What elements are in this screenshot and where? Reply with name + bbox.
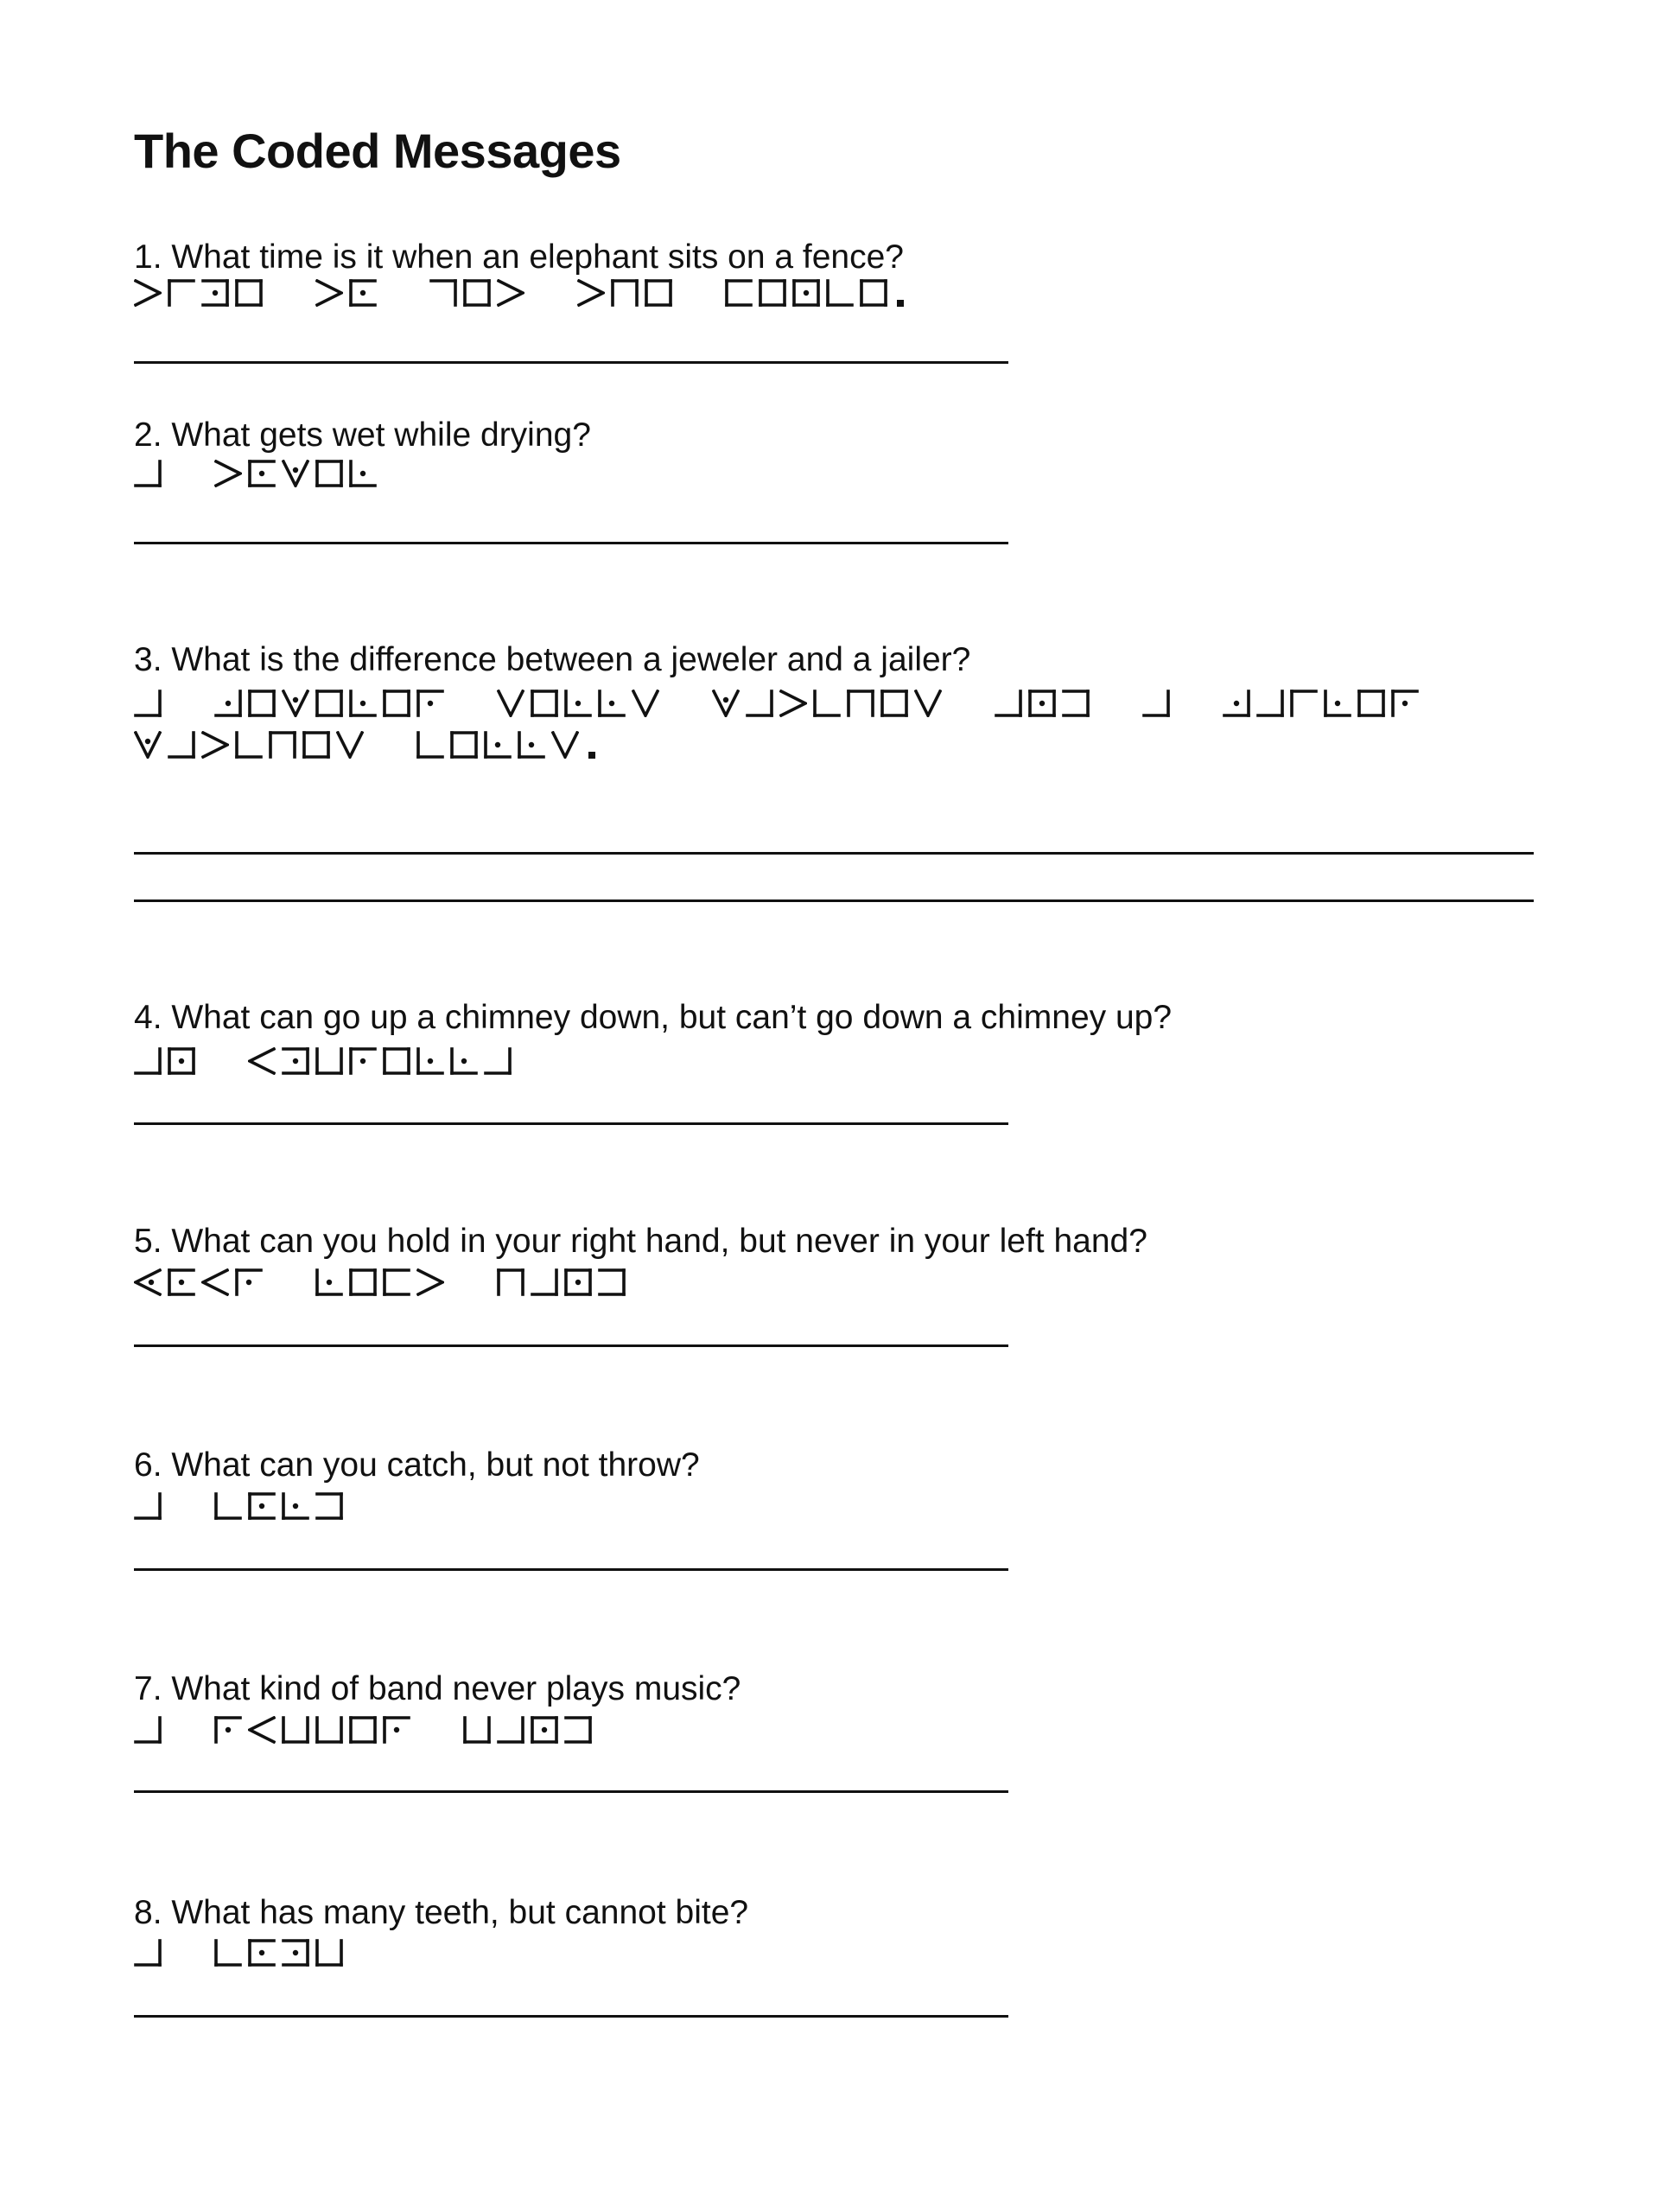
cipher-glyph (201, 1268, 229, 1296)
question-3-answer-line-2[interactable] (134, 899, 1534, 902)
cipher-word (134, 731, 370, 759)
cipher-glyph (531, 690, 558, 717)
cipher-glyph (860, 279, 887, 307)
cipher-glyph (168, 1047, 195, 1075)
question-5-cipher (134, 1268, 632, 1296)
cipher-glyph (463, 1716, 491, 1744)
cipher-glyph (315, 690, 343, 717)
cipher-glyph (349, 1268, 377, 1296)
cipher-glyph (497, 1268, 524, 1296)
cipher-glyph (214, 460, 242, 487)
cipher-glyph (168, 731, 195, 759)
cipher-glyph (429, 279, 457, 307)
cipher-glyph (282, 1492, 309, 1520)
cipher-glyph (248, 1939, 276, 1967)
cipher-glyph (1223, 690, 1250, 717)
question-1-answer-line[interactable] (134, 361, 1008, 364)
question-6-answer-line[interactable] (134, 1568, 1008, 1571)
cipher-glyph (1290, 690, 1318, 717)
cipher-word (725, 279, 904, 307)
cipher-word (1142, 690, 1176, 717)
cipher-glyph (349, 1716, 377, 1744)
cipher-glyph (551, 731, 579, 759)
cipher-glyph (518, 731, 545, 759)
cipher-glyph (725, 279, 753, 307)
cipher-glyph (497, 1716, 524, 1744)
cipher-glyph (383, 1268, 410, 1296)
question-6-cipher (134, 1492, 349, 1520)
cipher-word (995, 690, 1096, 717)
cipher-word (134, 279, 269, 307)
cipher-glyph (564, 1716, 592, 1744)
cipher-glyph (315, 1939, 343, 1967)
cipher-glyph (497, 279, 524, 307)
question-1-cipher (134, 279, 904, 307)
page-title: The Coded Messages (134, 124, 621, 178)
question-4-answer-line[interactable] (134, 1122, 1008, 1125)
cipher-glyph (813, 690, 841, 717)
cipher-word (134, 1492, 168, 1520)
cipher-glyph (134, 1047, 162, 1075)
cipher-glyph (336, 731, 364, 759)
cipher-glyph (315, 460, 343, 487)
cipher-glyph (484, 1047, 512, 1075)
cipher-word (577, 279, 678, 307)
cipher-glyph (531, 1268, 558, 1296)
cipher-glyph (383, 1716, 410, 1744)
cipher-glyph (248, 1047, 276, 1075)
question-2-text: 2. What gets wet while drying? (134, 416, 591, 454)
cipher-glyph (598, 1268, 626, 1296)
cipher-glyph (315, 279, 343, 307)
cipher-glyph (315, 1492, 343, 1520)
cipher-glyph (134, 1268, 162, 1296)
cipher-glyph (416, 731, 444, 759)
cipher-glyph (995, 690, 1022, 717)
cipher-glyph (349, 690, 377, 717)
cipher-glyph (282, 1047, 309, 1075)
question-7-answer-line[interactable] (134, 1790, 1008, 1793)
cipher-word (416, 731, 595, 759)
cipher-glyph (759, 279, 786, 307)
cipher-word (214, 460, 383, 487)
question-3-answer-line-1[interactable] (134, 852, 1534, 855)
cipher-glyph (315, 1268, 343, 1296)
cipher-glyph (914, 690, 942, 717)
question-2-answer-line[interactable] (134, 542, 1008, 544)
cipher-glyph (235, 731, 263, 759)
cipher-word (214, 1492, 349, 1520)
question-5-text: 5. What can you hold in your right hand, but never in your left hand? (134, 1223, 1147, 1260)
cipher-glyph (847, 690, 874, 717)
cipher-glyph (645, 279, 672, 307)
cipher-glyph (214, 1716, 242, 1744)
cipher-glyph (168, 279, 195, 307)
cipher-glyph (349, 460, 377, 487)
cipher-word (134, 1716, 168, 1744)
question-6-text: 6. What can you catch, but not throw? (134, 1446, 700, 1484)
cipher-glyph (201, 731, 229, 759)
cipher-word (315, 279, 383, 307)
cipher-glyph (134, 1716, 162, 1744)
cipher-word (214, 690, 450, 717)
cipher-glyph (1062, 690, 1090, 717)
cipher-glyph (598, 690, 626, 717)
cipher-glyph (134, 1492, 162, 1520)
cipher-glyph (632, 690, 659, 717)
cipher-word (214, 1716, 416, 1744)
question-1-text: 1. What time is it when an elephant sits on a fence? (134, 238, 905, 276)
question-4-cipher (134, 1047, 518, 1075)
cipher-glyph (134, 690, 162, 717)
cipher-glyph (746, 690, 773, 717)
cipher-glyph (282, 1716, 309, 1744)
cipher-glyph (134, 460, 162, 487)
cipher-word (429, 279, 531, 307)
cipher-glyph (302, 731, 330, 759)
cipher-glyph (315, 1047, 343, 1075)
cipher-glyph (826, 279, 854, 307)
cipher-glyph (235, 279, 263, 307)
question-8-text: 8. What has many teeth, but cannot bite? (134, 1894, 749, 1931)
cipher-glyph (712, 690, 740, 717)
cipher-word (497, 1268, 632, 1296)
question-7-cipher (134, 1716, 598, 1744)
cipher-glyph (134, 731, 162, 759)
cipher-glyph (214, 690, 242, 717)
cipher-glyph (1028, 690, 1056, 717)
cipher-glyph (531, 1716, 558, 1744)
cipher-word (712, 690, 948, 717)
cipher-glyph (248, 1716, 276, 1744)
cipher-glyph (611, 279, 639, 307)
cipher-glyph (349, 1047, 377, 1075)
cipher-glyph (416, 690, 444, 717)
cipher-glyph (484, 731, 512, 759)
cipher-glyph (349, 279, 377, 307)
cipher-glyph (577, 279, 605, 307)
cipher-glyph (383, 1047, 410, 1075)
question-3-text: 3. What is the difference between a jeweler and a jailer? (134, 641, 971, 678)
cipher-glyph (779, 690, 807, 717)
cipher-word (248, 1047, 518, 1075)
question-2-cipher (134, 460, 383, 487)
cipher-word (134, 1047, 201, 1075)
cipher-word (134, 1939, 168, 1967)
cipher-glyph (235, 1268, 263, 1296)
cipher-word (463, 1716, 598, 1744)
cipher-glyph (416, 1047, 444, 1075)
cipher-period (897, 300, 904, 307)
cipher-glyph (564, 1268, 592, 1296)
cipher-word (134, 1268, 269, 1296)
cipher-period (588, 752, 595, 759)
cipher-glyph (282, 460, 309, 487)
cipher-glyph (168, 1268, 195, 1296)
cipher-word (315, 1268, 450, 1296)
cipher-word (497, 690, 665, 717)
cipher-word (134, 690, 168, 717)
cipher-glyph (269, 731, 296, 759)
question-4-text: 4. What can go up a chimney down, but can’t go down a chimney up? (134, 999, 1173, 1036)
cipher-glyph (134, 1939, 162, 1967)
question-8-cipher (134, 1939, 349, 1967)
cipher-word (214, 1939, 349, 1967)
cipher-glyph (564, 690, 592, 717)
cipher-glyph (248, 460, 276, 487)
cipher-word (134, 460, 168, 487)
cipher-word (1223, 690, 1425, 717)
cipher-glyph (315, 1716, 343, 1744)
cipher-glyph (383, 690, 410, 717)
cipher-glyph (282, 1939, 309, 1967)
cipher-glyph (1357, 690, 1385, 717)
cipher-glyph (248, 690, 276, 717)
question-8-answer-line[interactable] (134, 2015, 1008, 2018)
cipher-glyph (497, 690, 524, 717)
cipher-glyph (214, 1939, 242, 1967)
cipher-glyph (792, 279, 820, 307)
cipher-glyph (201, 279, 229, 307)
cipher-glyph (1256, 690, 1284, 717)
cipher-glyph (134, 279, 162, 307)
question-3-cipher (134, 690, 1534, 759)
cipher-glyph (416, 1268, 444, 1296)
cipher-glyph (282, 690, 309, 717)
question-5-answer-line[interactable] (134, 1344, 1008, 1347)
cipher-glyph (248, 1492, 276, 1520)
cipher-glyph (880, 690, 908, 717)
cipher-glyph (1142, 690, 1170, 717)
cipher-glyph (1391, 690, 1419, 717)
cipher-glyph (450, 731, 478, 759)
cipher-glyph (1324, 690, 1351, 717)
cipher-glyph (463, 279, 491, 307)
cipher-glyph (214, 1492, 242, 1520)
question-7-text: 7. What kind of band never plays music? (134, 1670, 741, 1707)
cipher-glyph (450, 1047, 478, 1075)
